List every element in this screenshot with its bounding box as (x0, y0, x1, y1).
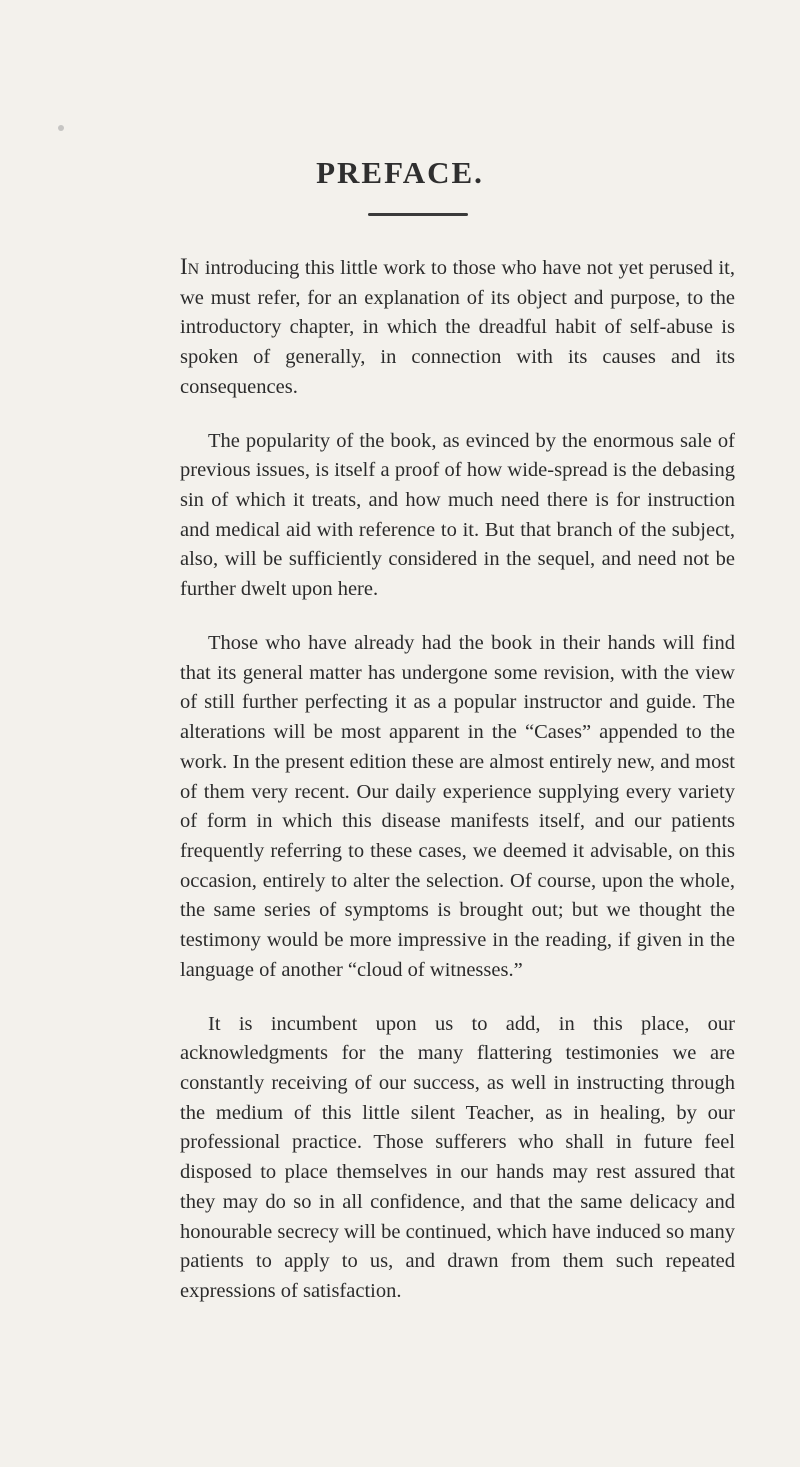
paragraph-4: It is incumbent upon us to add, in this place, our acknowledgments for the many flattering testimonies we are constantly receiving of our success, as well in instructing through the medium of this little silent Teacher, as in healing, by our professional practice. Those sufferers who shall in future feel disposed to place themselves in our hands may rest assured that they may do so in all confidence, and that the same delicacy and honourable secrecy will be continued, which have induced so many patients to apply to us, and drawn from them such repeated expressions of satisfaction. (180, 1012, 735, 1302)
ink-spot (58, 125, 64, 131)
paragraph-2: The popularity of the book, as evinced by the enormous sale of previous issues, is itself a proof of how wide-spread is the debasing sin of which it treats, and how much need there is for instruction and medical aid with reference to it. But that branch of the subject, also, will be sufficiently considered in the sequel, and need not be further dwelt upon here. (180, 429, 735, 601)
lead-word: In (180, 254, 200, 279)
page-title: PREFACE. (316, 155, 484, 190)
title-rule (368, 213, 468, 216)
paragraph-3: Those who have already had the book in their hands will find that its general matter has undergone some revision, with the view of still further perfecting it as a popular instructor and guide. The alterations will be most apparent in the “Cases” appended to the work. In the present edition these are almost entirely new, and most of them very recent. Our daily experience supplying every variety of form in which this disease manifests itself, and our patients frequently referring to these cases, we deemed it advisable, on this occasion, entirely to alter the selection. Of course, upon the whole, the same series of symptoms is brought out; but we thought the testimony would be more impressive in the reading, if given in the language of another “cloud of witnesses.” (180, 631, 735, 981)
preface-body (180, 250, 735, 1331)
paragraph-1 (180, 250, 735, 403)
paragraph-1-text: introducing this little work to those who have not yet perused it, we must refer, for an explanation of its object and purpose, to the introductory chapter, in which the dreadful habit of self-abuse is spoken of generally, in connection with its causes and its consequences. (180, 257, 735, 398)
